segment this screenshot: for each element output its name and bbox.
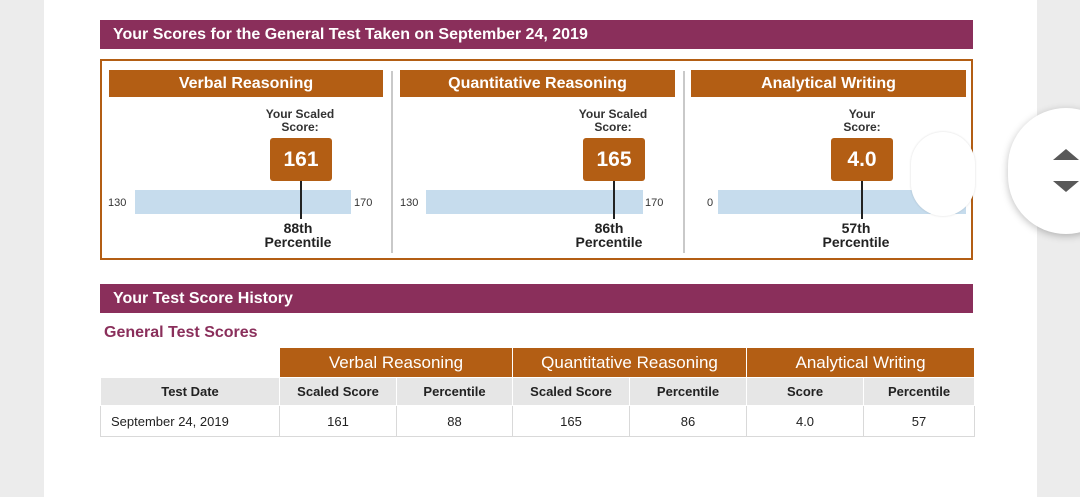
col-header-verbal-scaled: Scaled Score (280, 378, 397, 406)
writing-score: 4.0 (831, 138, 893, 181)
verbal-percentile (248, 221, 348, 249)
writing-scaled-label-line1: Your (848, 107, 876, 121)
cell-quant-percentile: 86 (630, 406, 747, 437)
writing-scaled-label-line2: Score: (843, 120, 881, 134)
verbal-percentile-value: 88th (283, 220, 313, 236)
verbal-marker (300, 181, 302, 219)
table-row (101, 406, 975, 437)
quant-percentile-value: 86th (594, 220, 624, 236)
cell-writing-percentile: 57 (864, 406, 975, 437)
group-header-verbal: Verbal Reasoning (280, 348, 513, 378)
quant-score: 165 (583, 138, 645, 181)
cell-verbal-scaled: 161 (280, 406, 397, 437)
scroll-up-icon[interactable] (1053, 149, 1079, 160)
quant-header: Quantitative Reasoning (400, 70, 675, 97)
blank-header-cell (101, 348, 280, 378)
verbal-range-min: 130 (108, 197, 127, 209)
verbal-panel (102, 61, 390, 258)
writing-percentile (806, 221, 906, 249)
writing-marker (861, 181, 863, 219)
panel-divider (391, 71, 393, 253)
panel-divider (683, 71, 685, 253)
col-header-writing-score: Score (747, 378, 864, 406)
quant-percentile (559, 221, 659, 249)
verbal-scaled-label-line1: Your Scaled (265, 107, 335, 121)
quant-range-max: 170 (645, 197, 664, 209)
quant-scaled-label-line2: Score: (594, 120, 632, 134)
scroll-down-icon[interactable] (1053, 181, 1079, 192)
col-header-verbal-percentile: Percentile (397, 378, 513, 406)
quant-scaled-label (568, 108, 658, 134)
cell-writing-score: 4.0 (747, 406, 864, 437)
col-header-quant-scaled: Scaled Score (513, 378, 630, 406)
cell-test-date: September 24, 2019 (101, 406, 280, 437)
history-table (100, 347, 975, 437)
quant-percentile-word: Percentile (575, 234, 643, 250)
verbal-percentile-word: Percentile (264, 234, 332, 250)
overlay-blob (911, 132, 975, 216)
writing-range-min: 0 (707, 197, 714, 209)
writing-percentile-word: Percentile (822, 234, 890, 250)
verbal-score-bar (135, 190, 351, 214)
group-header-row (101, 348, 975, 378)
cell-verbal-percentile: 88 (397, 406, 513, 437)
history-subhead: General Test Scores (104, 324, 258, 341)
cell-quant-scaled: 165 (513, 406, 630, 437)
quant-range-min: 130 (400, 197, 419, 209)
writing-percentile-value: 57th (841, 220, 871, 236)
history-banner: Your Test Score History (100, 284, 973, 313)
col-header-writing-percentile: Percentile (864, 378, 975, 406)
col-header-quant-percentile: Percentile (630, 378, 747, 406)
verbal-range-max: 170 (354, 197, 373, 209)
scores-box (100, 59, 973, 260)
quant-panel (394, 61, 682, 258)
verbal-header: Verbal Reasoning (109, 70, 383, 97)
column-header-row (101, 378, 975, 406)
col-header-test-date: Test Date (101, 378, 280, 406)
group-header-quant: Quantitative Reasoning (513, 348, 747, 378)
writing-scaled-label (817, 108, 907, 134)
scores-banner: Your Scores for the General Test Taken on September 24, 2019 (100, 20, 973, 49)
quant-marker (613, 181, 615, 219)
writing-header: Analytical Writing (691, 70, 966, 97)
verbal-score: 161 (270, 138, 332, 181)
quant-scaled-label-line1: Your Scaled (578, 107, 648, 121)
verbal-scaled-label-line2: Score: (281, 120, 319, 134)
group-header-writing: Analytical Writing (747, 348, 975, 378)
quant-score-bar (426, 190, 643, 214)
verbal-scaled-label (255, 108, 345, 134)
